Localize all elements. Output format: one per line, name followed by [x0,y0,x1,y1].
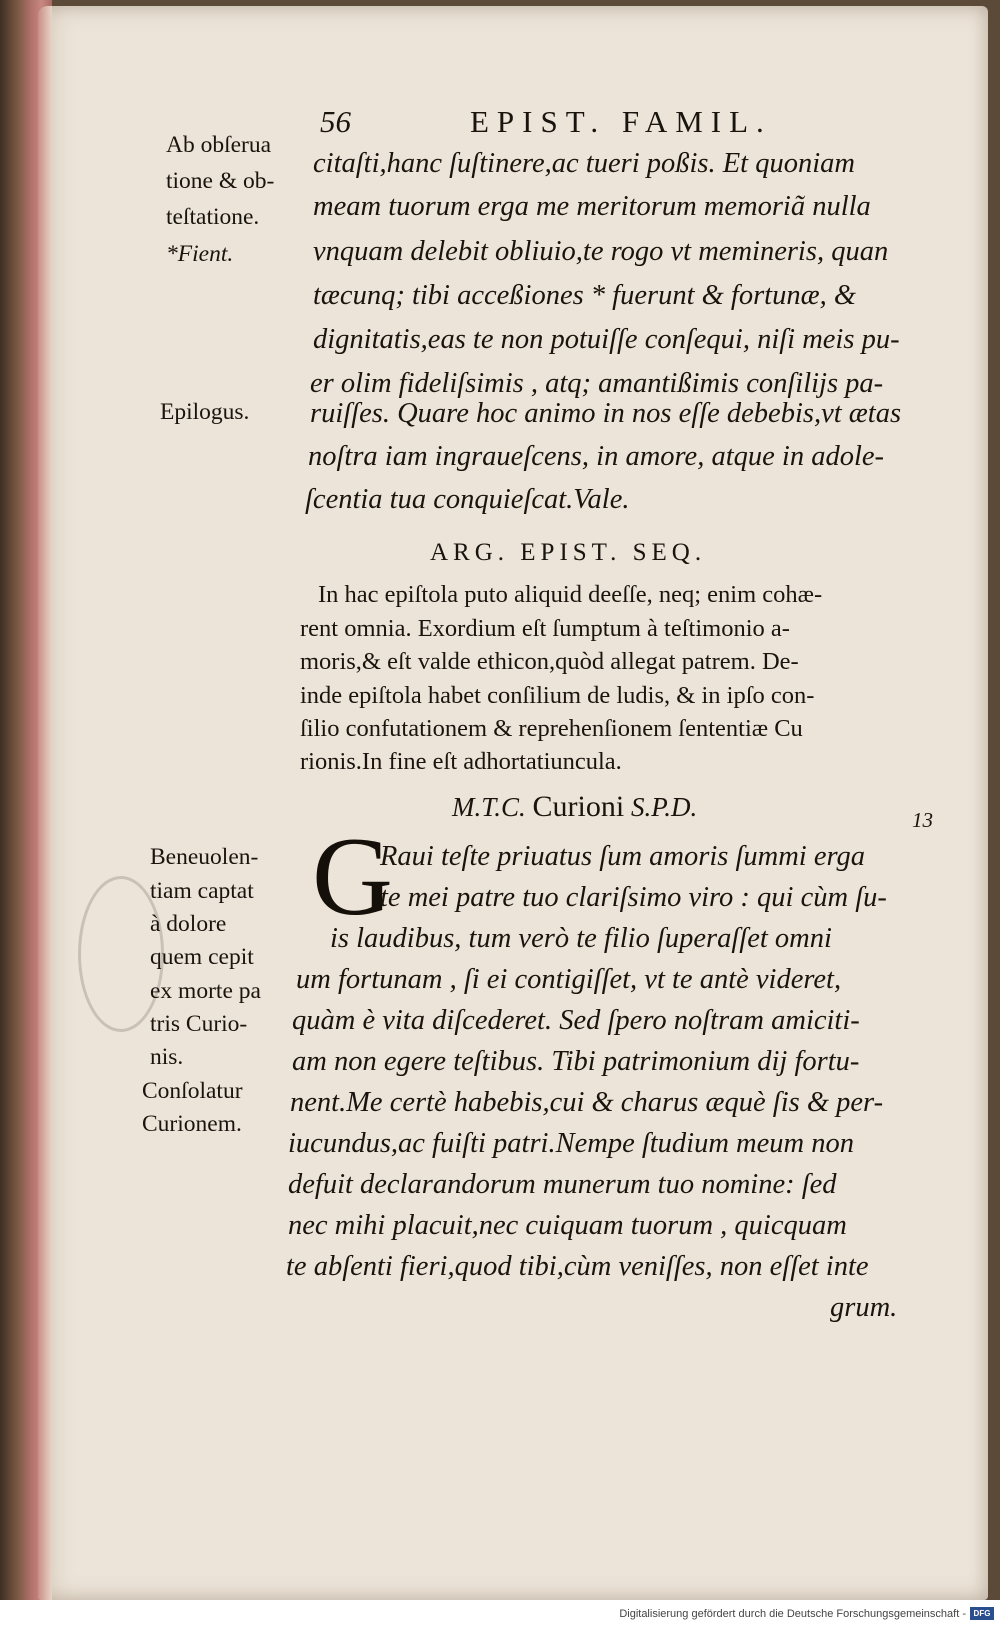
margin-note: Ab obſerua [166,132,272,158]
margin-note: quem cepit [150,944,254,970]
page-number: 56 [320,104,351,139]
margin-note: Conſolatur [142,1078,243,1104]
argument-line: In hac epiſtola puto aliquid deeſſe, neq; enim cohæ- [318,581,823,608]
letter-line: nent.Me certè habebis,cui & charus æquè ſis & per- [290,1087,884,1118]
argument-heading: ARG. EPIST. SEQ. [430,539,707,566]
argument-line: inde epiſtola habet conſilium de ludis, & in ipſo con- [300,682,815,709]
letter-line: vnquam delebit obliuio,te rogo vt memineris, quan [313,236,889,267]
margin-note: Epilogus. [160,399,250,425]
argument-line: rionis.In fine eſt adhortatiuncula. [300,748,622,775]
letter-line: tæcunq; tibi acceßiones * fuerunt & fortunæ, & [313,280,857,311]
margin-note: *Fient. [166,241,234,267]
argument-line: moris,& eſt valde ethicon,quòd allegat patrem. De- [300,648,799,675]
dfg-logo: DFG [970,1607,994,1620]
margin-note: à dolore [150,911,227,937]
margin-note: tris Curio- [150,1011,248,1037]
letter-line: iucundus,ac fuiſti patri.Nempe ſtudium meum non [288,1128,854,1159]
salutation [452,792,697,822]
footer-text: Digitalisierung gefördert durch die Deutsche Forschungsgemeinschaft - [619,1608,966,1620]
letter-line: noſtra iam ingraueſcens, in amore, atque in adole- [308,441,884,472]
letter-line: um fortunam , ſi ei contigiſſet, vt te antè videret, [296,964,842,995]
letter-line: Raui teſte priuatus ſum amoris ſummi erga [380,841,866,872]
margin-note: tione & ob- [166,168,275,194]
letter-line: er olim fideliſsimis , atq; amantißimis conſilijs pa- [310,368,884,399]
letter-line: am non egere teſtibus. Tibi patrimonium dij fortu- [292,1046,860,1077]
digitization-footer [0,1600,1000,1629]
letter-line: grum. [830,1292,898,1323]
margin-note: ex morte pa [150,978,261,1004]
running-head [320,104,880,148]
margin-note: nis. [150,1044,184,1070]
argument-line: ſilio confutationem & reprehenſionem ſententiæ Cu [300,715,803,742]
letter-line: is laudibus, tum verò te filio ſuperaſſet omni [330,923,832,954]
argument-line: rent omnia. Exordium eſt ſumptum à teſtimonio a- [300,615,790,642]
letter-line: ſcentia tua conquieſcat.Vale. [305,484,630,515]
letter-line: ruiſſes. Quare hoc animo in nos eſſe debebis,vt ætas [310,398,902,429]
drop-cap: G [312,815,393,939]
letter-line: meam tuorum erga me meritorum memoriã nulla [313,191,871,222]
letter-line: quàm è vita diſcederet. Sed ſpero noſtram amiciti- [292,1005,860,1036]
signature-mark: 13 [912,808,933,832]
letter-line: dignitatis,eas te non potuiſſe conſequi, niſi meis pu- [313,324,900,355]
letter-line: nec mihi placuit,nec cuiquam tuorum , quicquam [288,1210,847,1241]
letter-line: defuit declarandorum munerum tuo nomine: ſed [288,1169,837,1200]
letter-line: te abſenti fieri,quod tibi,cùm veniſſes, non eſſet inte [286,1251,869,1282]
margin-note: tiam captat [150,878,254,904]
salutation-name: Curioni [532,790,625,823]
margin-note: Curionem. [142,1111,242,1137]
salutation-suffix: S.P.D. [624,792,698,822]
letter-line: te mei patre tuo clariſsimo viro : qui cùm ſu- [380,882,887,913]
margin-note: Beneuolen- [150,844,259,870]
running-title: EPIST. FAMIL. [470,104,772,139]
salutation-prefix: M.T.C. [452,792,533,822]
margin-note: teſtatione. [166,204,260,230]
letter-line: citaſti,hanc ſuſtinere,ac tueri poßis. Et quoniam [313,148,855,179]
